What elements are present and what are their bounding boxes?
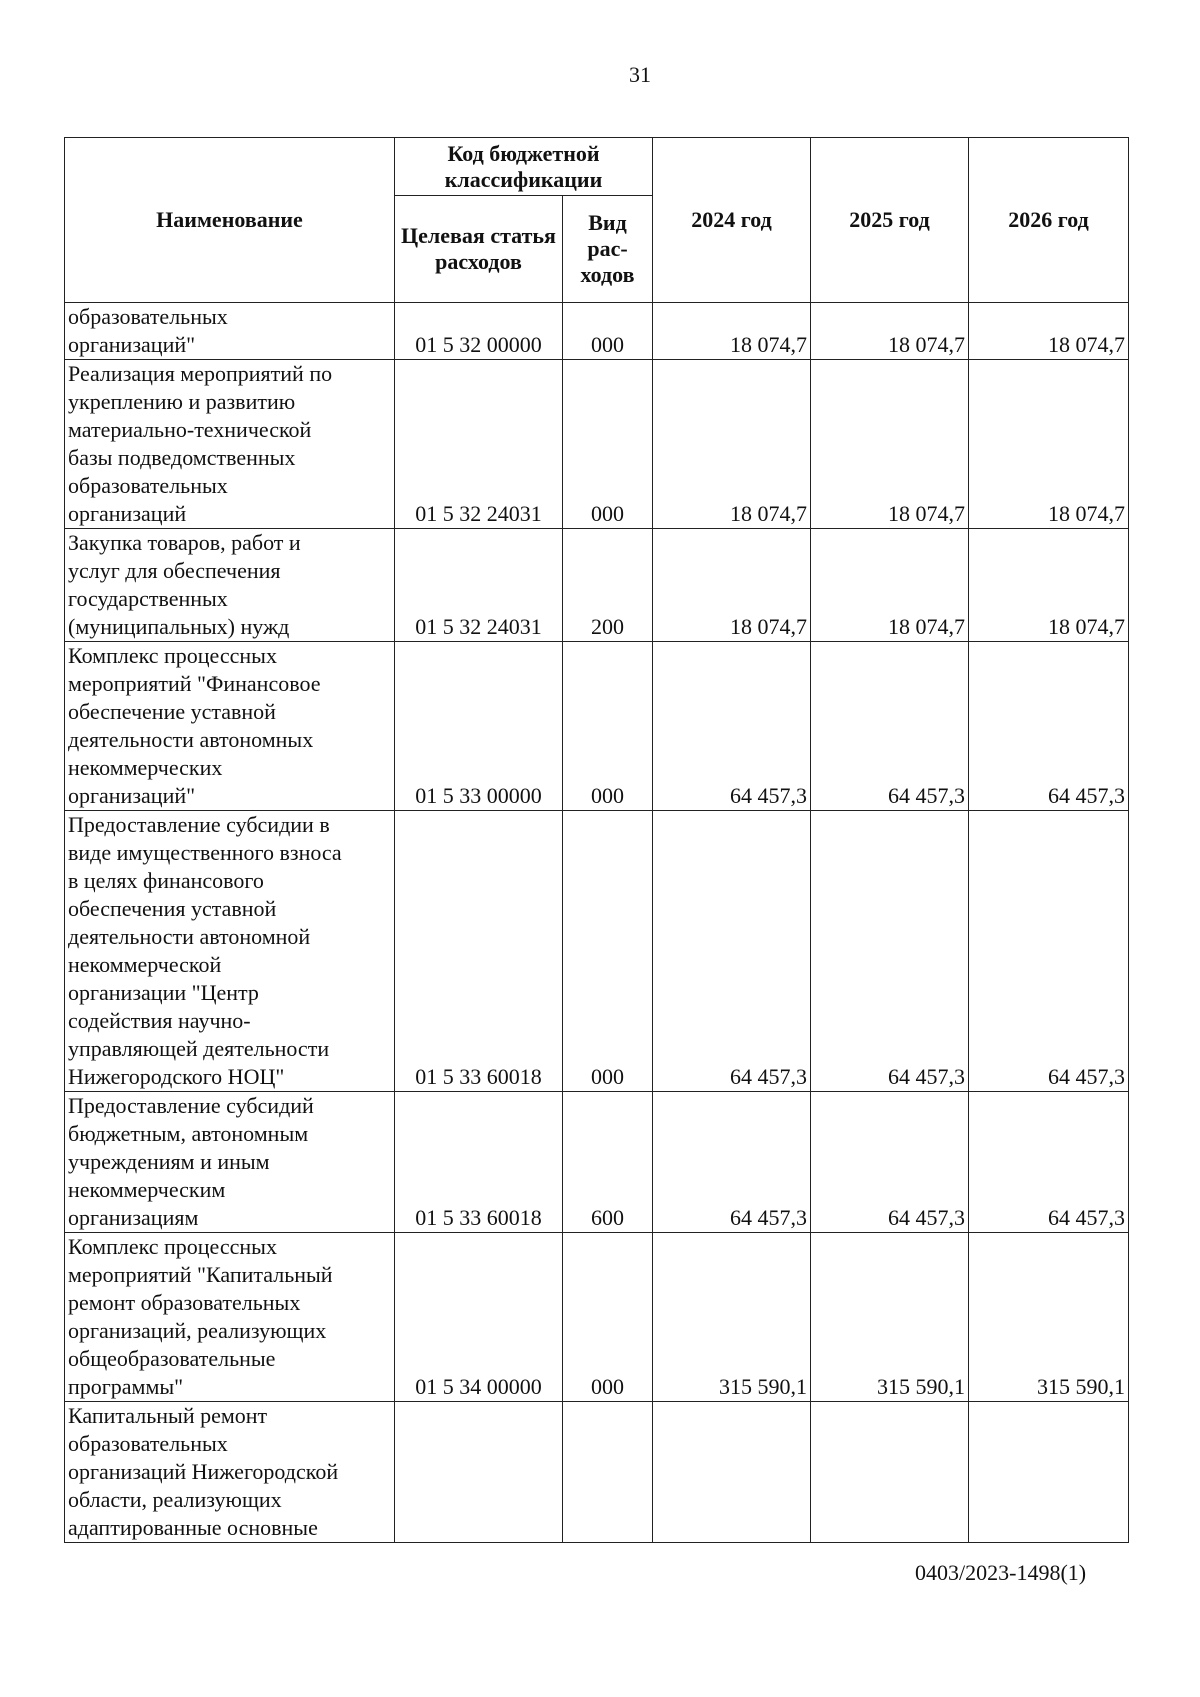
row-name: образовательных организаций" <box>65 303 395 360</box>
header-name: Наименование <box>65 138 395 303</box>
document-number: 0403/2023-1498(1) <box>915 1560 1087 1585</box>
header-year-2025: 2025 год <box>811 138 969 303</box>
row-amount-2025: 18 074,7 <box>811 529 969 642</box>
header-budget-code: Код бюджетной классификации <box>395 138 653 196</box>
table-header <box>65 138 1129 303</box>
row-amount-2026 <box>969 1402 1129 1543</box>
row-amount-2026: 18 074,7 <box>969 360 1129 529</box>
row-amount-2024: 64 457,3 <box>653 811 811 1092</box>
row-expense-type: 200 <box>563 529 653 642</box>
table-row <box>65 642 1129 811</box>
row-target-article: 01 5 32 00000 <box>395 303 563 360</box>
table-row <box>65 1092 1129 1233</box>
row-target-article: 01 5 33 60018 <box>395 811 563 1092</box>
row-name: Реализация мероприятий по укреплению и развитию материально-технической базы подведомственных образовательных организаций <box>65 360 395 529</box>
row-expense-type: 600 <box>563 1092 653 1233</box>
row-target-article: 01 5 33 00000 <box>395 642 563 811</box>
row-amount-2024: 18 074,7 <box>653 360 811 529</box>
row-amount-2025: 64 457,3 <box>811 1092 969 1233</box>
row-target-article: 01 5 33 60018 <box>395 1092 563 1233</box>
table-row <box>65 303 1129 360</box>
row-amount-2024: 315 590,1 <box>653 1233 811 1402</box>
row-target-article: 01 5 34 00000 <box>395 1233 563 1402</box>
row-amount-2024: 18 074,7 <box>653 303 811 360</box>
row-amount-2025: 64 457,3 <box>811 642 969 811</box>
row-expense-type: 000 <box>563 642 653 811</box>
row-amount-2025 <box>811 1402 969 1543</box>
row-name: Комплекс процессных мероприятий "Финансовое обеспечение уставной деятельности автономных некоммерческих организаций" <box>65 642 395 811</box>
row-amount-2026: 18 074,7 <box>969 303 1129 360</box>
row-name: Предоставление субсидий бюджетным, автономным учреждениям и иным некоммерческим организациям <box>65 1092 395 1233</box>
row-amount-2024 <box>653 1402 811 1543</box>
row-expense-type: 000 <box>563 1233 653 1402</box>
row-amount-2026: 64 457,3 <box>969 1092 1129 1233</box>
header-target-article: Целевая статья расходов <box>395 196 563 303</box>
budget-table <box>64 137 1129 1543</box>
row-target-article: 01 5 32 24031 <box>395 360 563 529</box>
row-name: Комплекс процессных мероприятий "Капитальный ремонт образовательных организаций, реализующих общеобразовательные программы" <box>65 1233 395 1402</box>
table-row <box>65 1233 1129 1402</box>
row-amount-2025: 315 590,1 <box>811 1233 969 1402</box>
table-row <box>65 811 1129 1092</box>
row-amount-2026: 64 457,3 <box>969 642 1129 811</box>
row-expense-type: 000 <box>563 360 653 529</box>
row-amount-2025: 64 457,3 <box>811 811 969 1092</box>
row-amount-2026: 64 457,3 <box>969 811 1129 1092</box>
row-amount-2026: 18 074,7 <box>969 529 1129 642</box>
row-amount-2024: 18 074,7 <box>653 529 811 642</box>
header-expense-type: Вид рас-ходов <box>563 196 653 303</box>
header-year-2026: 2026 год <box>969 138 1129 303</box>
page-number: 31 <box>629 62 651 87</box>
row-amount-2025: 18 074,7 <box>811 360 969 529</box>
row-expense-type <box>563 1402 653 1543</box>
header-year-2024: 2024 год <box>653 138 811 303</box>
row-amount-2024: 64 457,3 <box>653 1092 811 1233</box>
row-target-article <box>395 1402 563 1543</box>
row-amount-2024: 64 457,3 <box>653 642 811 811</box>
row-amount-2025: 18 074,7 <box>811 303 969 360</box>
row-expense-type: 000 <box>563 303 653 360</box>
table-row <box>65 360 1129 529</box>
row-expense-type: 000 <box>563 811 653 1092</box>
row-name: Закупка товаров, работ и услуг для обеспечения государственных (муниципальных) нужд <box>65 529 395 642</box>
table-row <box>65 529 1129 642</box>
row-amount-2026: 315 590,1 <box>969 1233 1129 1402</box>
row-target-article: 01 5 32 24031 <box>395 529 563 642</box>
row-name: Капитальный ремонт образовательных организаций Нижегородской области, реализующих адаптированные основные <box>65 1402 395 1543</box>
table-row <box>65 1402 1129 1543</box>
row-name: Предоставление субсидии в виде имущественного взноса в целях финансового обеспечения уставной деятельности автономной некоммерческой организации "Центр содействия научно- управляющей деятельности Нижегородского НОЦ" <box>65 811 395 1092</box>
